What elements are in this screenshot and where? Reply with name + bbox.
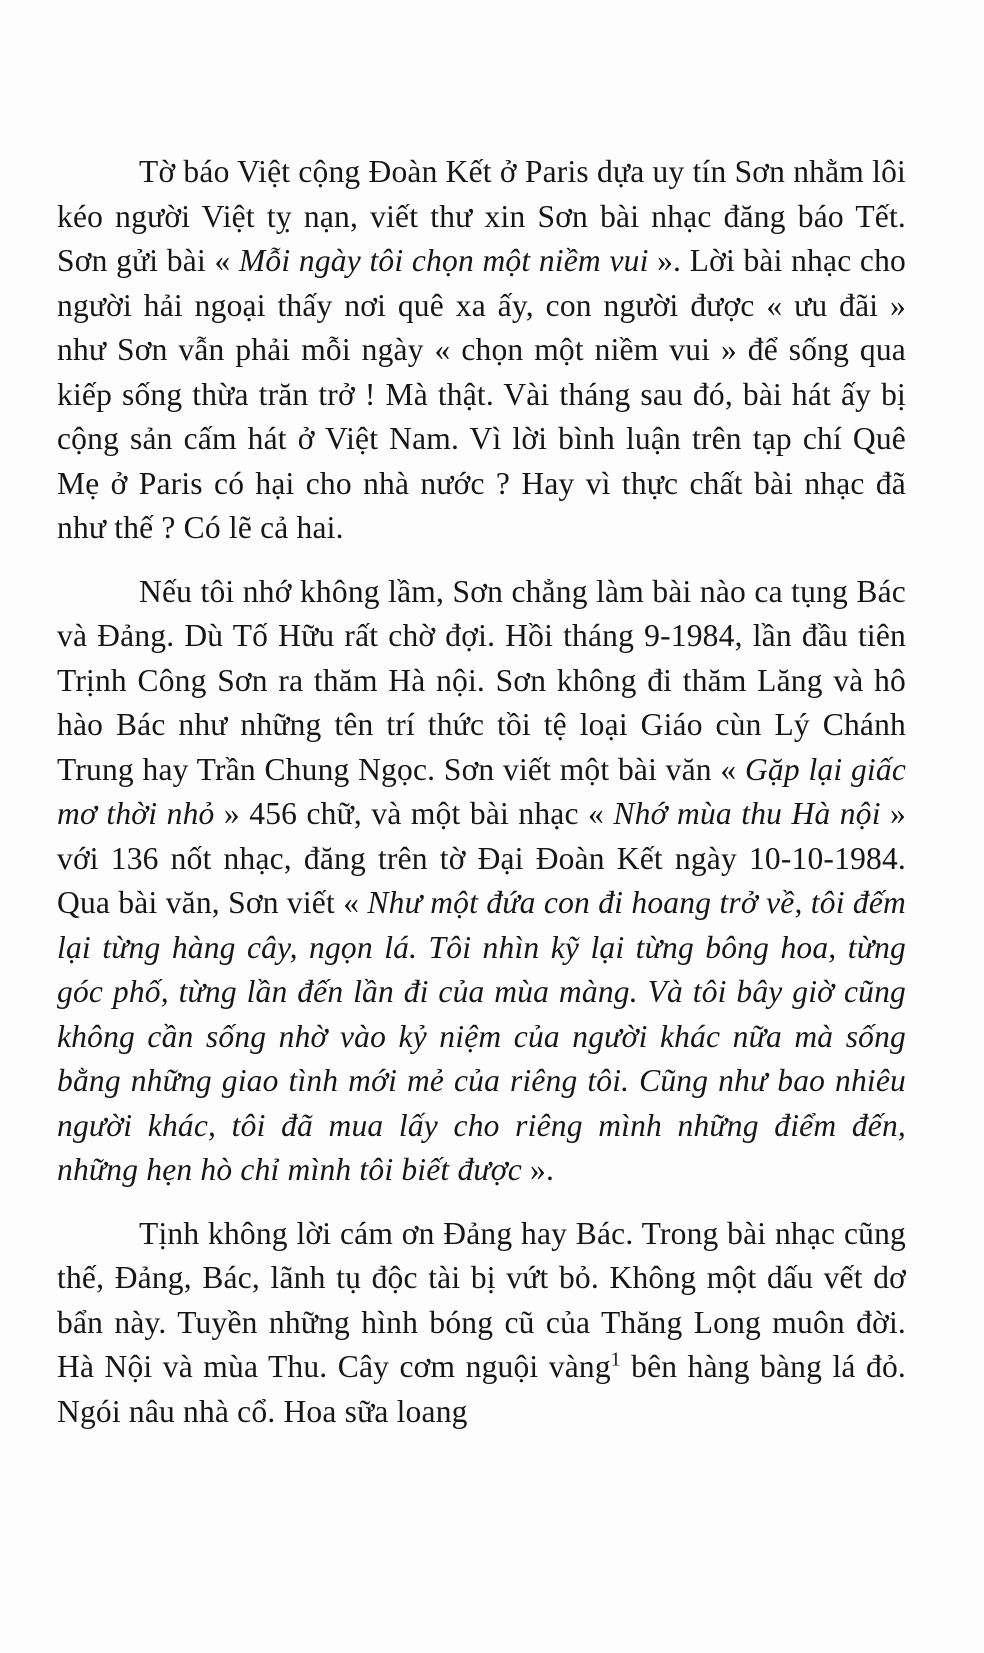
- paragraph: [57, 150, 906, 551]
- page-text: [57, 150, 906, 1434]
- quoted-italic-run: Mỗi ngày tôi chọn một niềm vui: [238, 243, 649, 278]
- text-run: » với 136 nốt nhạc, đăng trên tờ Đại Đoàn Kết ngày 10-10-1984. Qua bài văn, Sơn viết «: [57, 796, 907, 920]
- text-run: ».: [521, 1152, 555, 1187]
- quoted-italic-run: Nhớ mùa thu Hà nội: [613, 796, 881, 831]
- footnote-marker: 1: [610, 1349, 621, 1371]
- text-run: » 456 chữ, và một bài nhạc «: [214, 796, 614, 831]
- quoted-italic-run: Gặp lại giấc mơ thời nhỏ: [57, 751, 906, 831]
- text-run: Nếu tôi nhớ không lầm, Sơn chẳng làm bài nào ca tụng Bác và Đảng. Dù Tố Hữu rất chờ đợi. Hồi tháng 9-1984, lần đầu tiên Trịnh Công Sơn ra thăm Hà nội. Sơn không đi thăm Lăng và hô hào Bác như những tên trí thức tồi tệ loại Giáo cùn Lý Chánh Trung hay Trần Chung Ngọc. Sơn viết một bài văn «: [57, 573, 906, 787]
- text-run: Tịnh không lời cám ơn Đảng hay Bác. Trong bài nhạc cũng thế, Đảng, Bác, lãnh tụ độc tài bị vứt bỏ. Không một dấu vết dơ bẩn này. Tuyền những hình bóng cũ của Thăng Long muôn đời. Hà Nội và mùa Thu. Cây cơm nguội vàng: [57, 1215, 906, 1384]
- text-run: ». Lời bài nhạc cho người hải ngoại thấy nơi quê xa ấy, con người được « ưu đãi » như Sơn vẫn phải mỗi ngày « chọn một niềm vui » để sống qua kiếp sống thừa trăn trở ! Mà thật. Vài tháng sau đó, bài hát ấy bị cộng sản cấm hát ở Việt Nam. Vì lời bình luận trên tạp chí Quê Mẹ ở Paris có hại cho nhà nước ? Hay vì thực chất bài nhạc đã như thế ? Có lẽ cả hai.: [57, 243, 907, 545]
- paragraph: [57, 570, 906, 1193]
- text-run: bên hàng bàng lá đỏ. Ngói nâu nhà cổ. Hoa sữa loang: [57, 1349, 906, 1429]
- text-run: Tờ báo Việt cộng Đoàn Kết ở Paris dựa uy tín Sơn nhằm lôi kéo người Việt tỵ nạn, viết thư xin Sơn bài nhạc đăng báo Tết. Sơn gửi bài «: [57, 154, 906, 278]
- paragraph: [57, 1212, 906, 1435]
- quoted-italic-run: Như một đứa con đi hoang trở về, tôi đếm lại từng hàng cây, ngọn lá. Tôi nhìn kỹ lại từng bông hoa, từng góc phố, từng lần đến lần đi của mùa màng. Và tôi bây giờ cũng không cần sống nhờ vào kỷ niệm của người khác nữa mà sống bằng những giao tình mới mẻ của riêng tôi. Cũng như bao nhiêu người khác, tôi đã mua lấy cho riêng mình những điểm đến, những hẹn hò chỉ mình tôi biết được: [57, 885, 906, 1187]
